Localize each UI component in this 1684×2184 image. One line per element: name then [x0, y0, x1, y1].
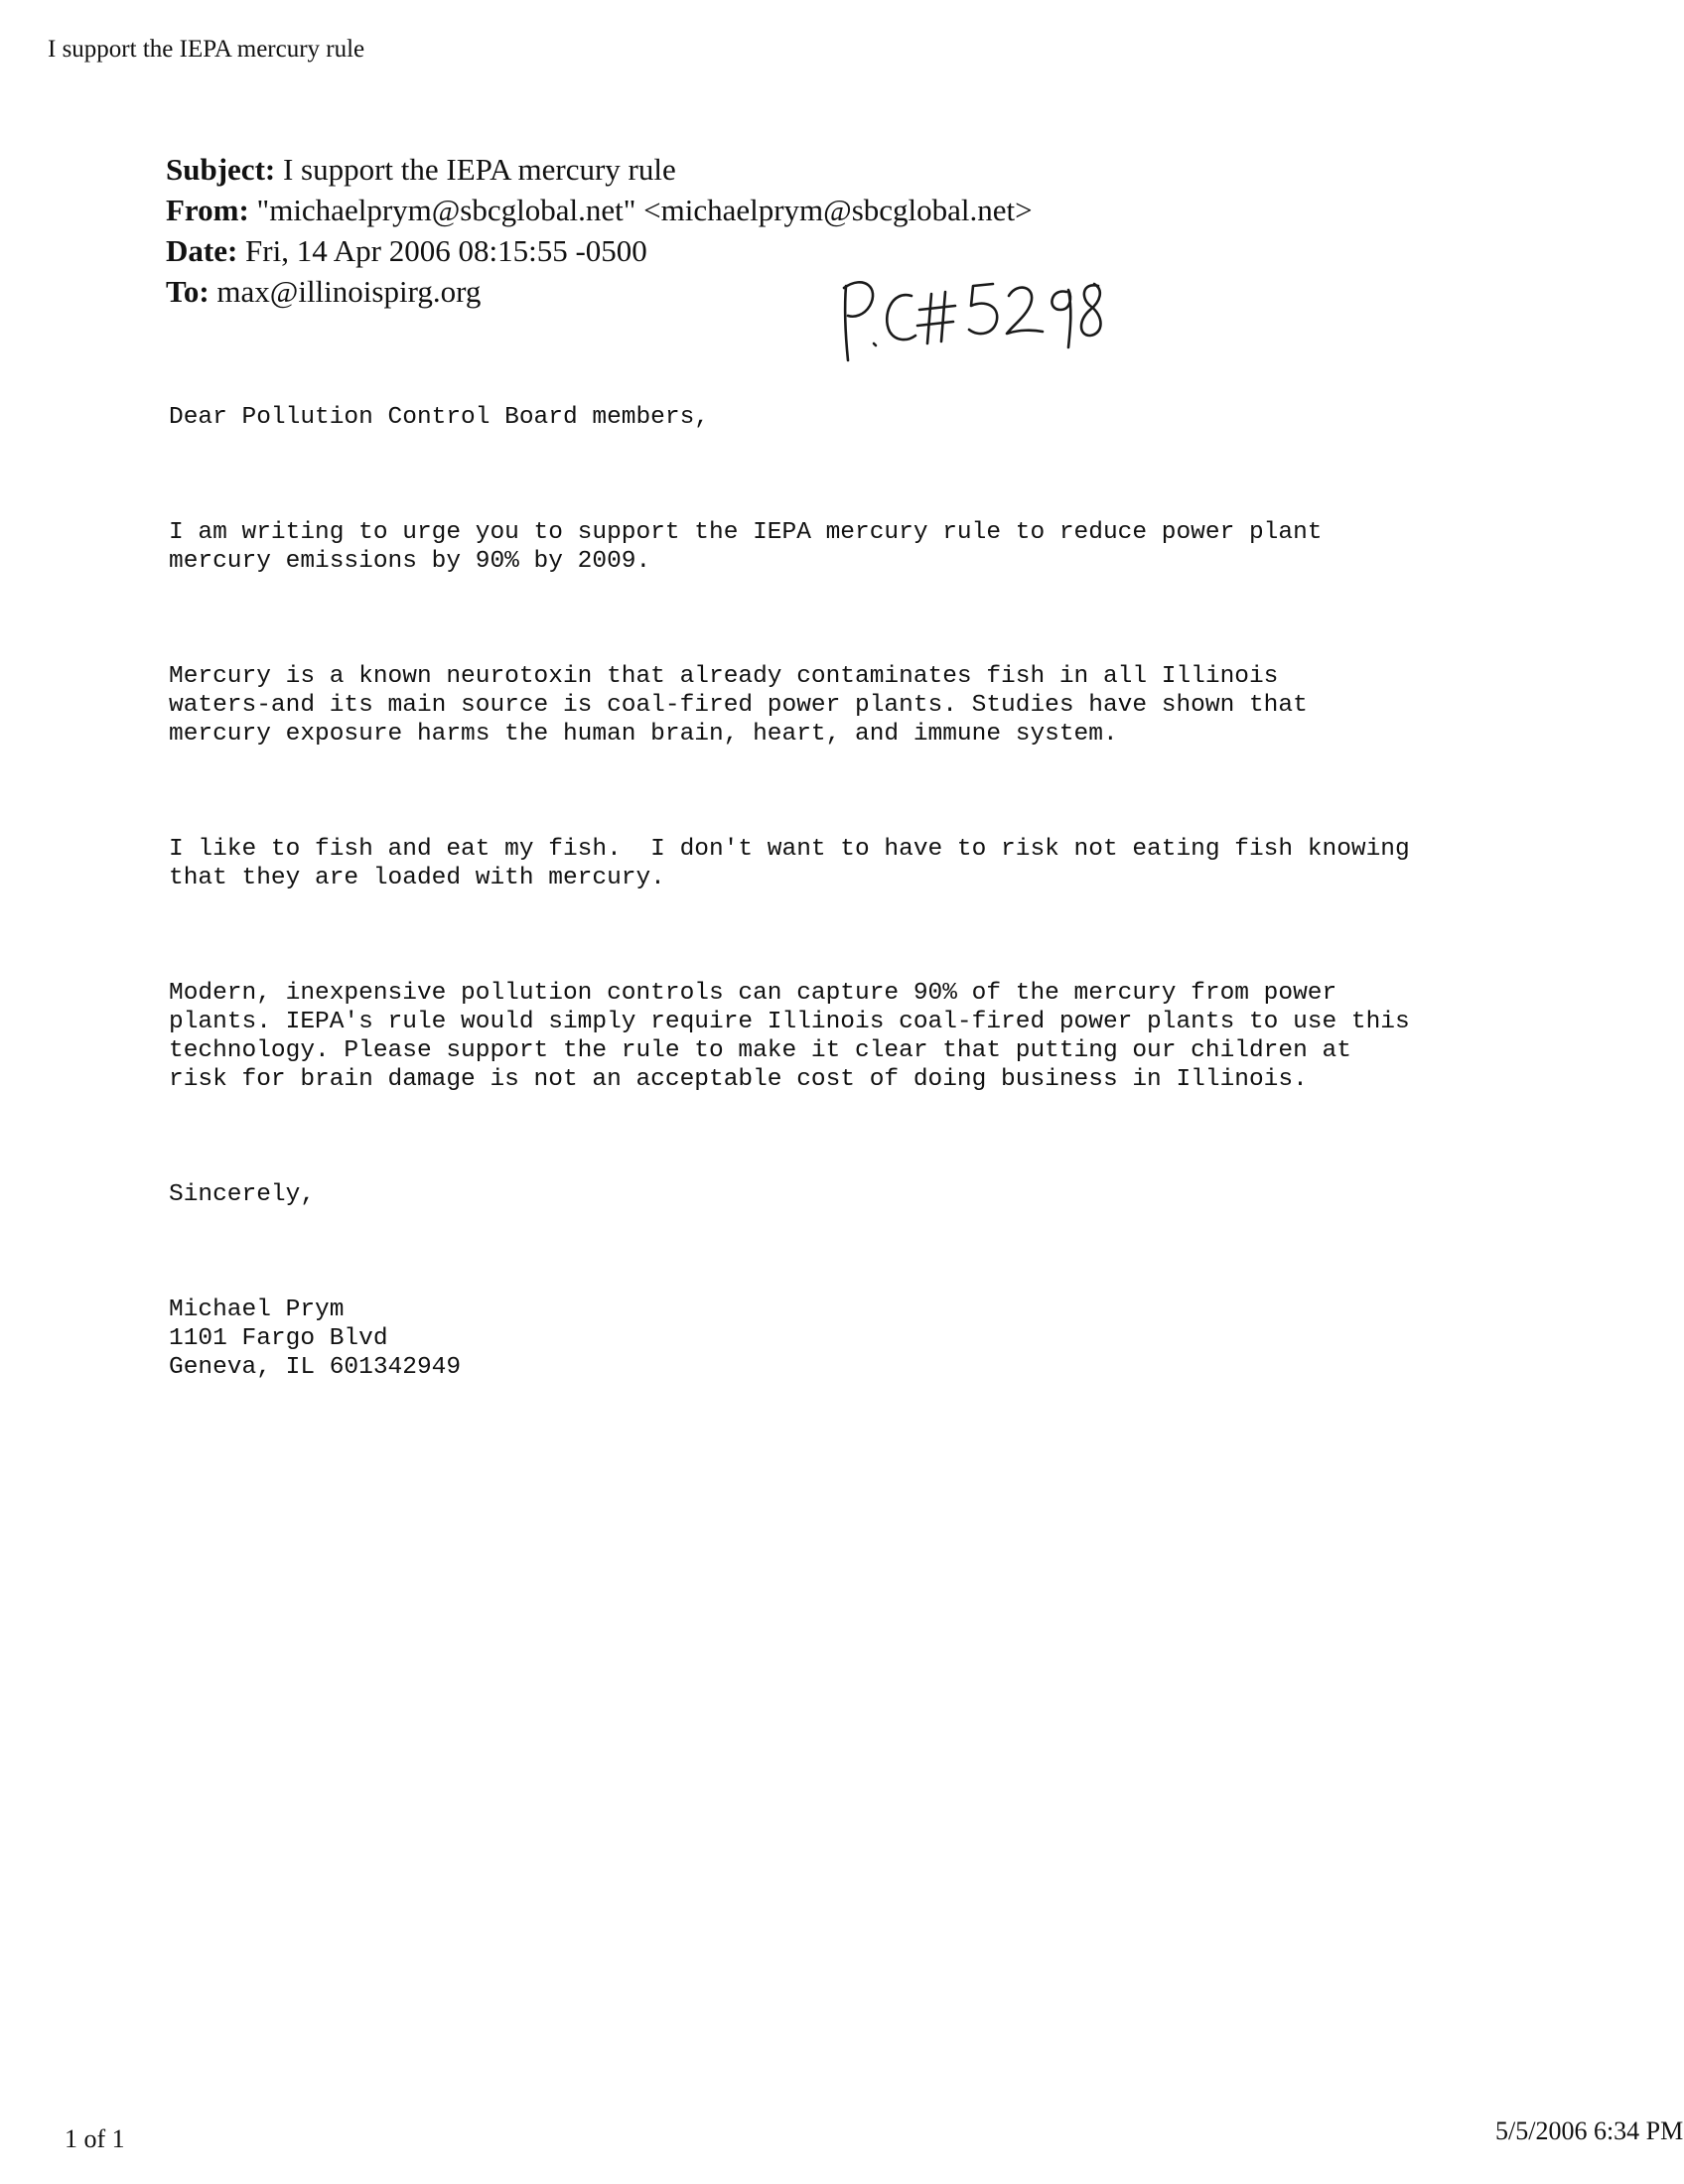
- from-label: From:: [166, 193, 249, 227]
- from-line: [166, 190, 1033, 230]
- email-body: [169, 345, 1609, 1411]
- from-value: "michaelprym@sbcglobal.net" <michaelprym@sbcglobal.net>: [256, 193, 1033, 227]
- printed-datetime: 5/5/2006 6:34 PM: [1495, 2116, 1684, 2145]
- page-header-title: I support the IEPA mercury rule: [48, 36, 365, 63]
- body-paragraph-4: Modern, inexpensive pollution controls can capture 90% of the mercury from power plants. IEPA's rule would simply require Illinois coal-fired power plants to use this technology. Please support the rule to make it clear that putting our children at risk for brain damage is not an acceptable cost of doing business in Illinois.: [169, 980, 1410, 1093]
- body-paragraph-3: I like to fish and eat my fish. I don't want to have to risk not eating fish knowing that they are loaded with mercury.: [169, 836, 1410, 891]
- body-paragraph-1: I am writing to urge you to support the IEPA mercury rule to reduce power plant mercury emissions by 90% by 2009.: [169, 519, 1323, 575]
- subject-value: I support the IEPA mercury rule: [282, 152, 676, 187]
- date-value: Fri, 14 Apr 2006 08:15:55 -0500: [245, 233, 647, 268]
- date-line: [166, 230, 1033, 271]
- signature-block: Michael Prym 1101 Fargo Blvd Geneva, IL 601342949: [169, 1297, 462, 1381]
- to-value: max@illinoispirg.org: [216, 274, 482, 309]
- subject-line: [166, 149, 1033, 190]
- greeting: Dear Pollution Control Board members,: [169, 404, 709, 431]
- closing: Sincerely,: [169, 1181, 316, 1208]
- date-label: Date:: [166, 233, 238, 268]
- body-paragraph-2: Mercury is a known neurotoxin that already contaminates fish in all Illinois waters-and its main source is coal-fired power plants. Studies have shown that mercury exposure harms the human brain, heart, and immune system.: [169, 663, 1308, 748]
- subject-label: Subject:: [166, 152, 276, 187]
- page-number: 1 of 1: [65, 2124, 125, 2153]
- to-label: To:: [166, 274, 210, 309]
